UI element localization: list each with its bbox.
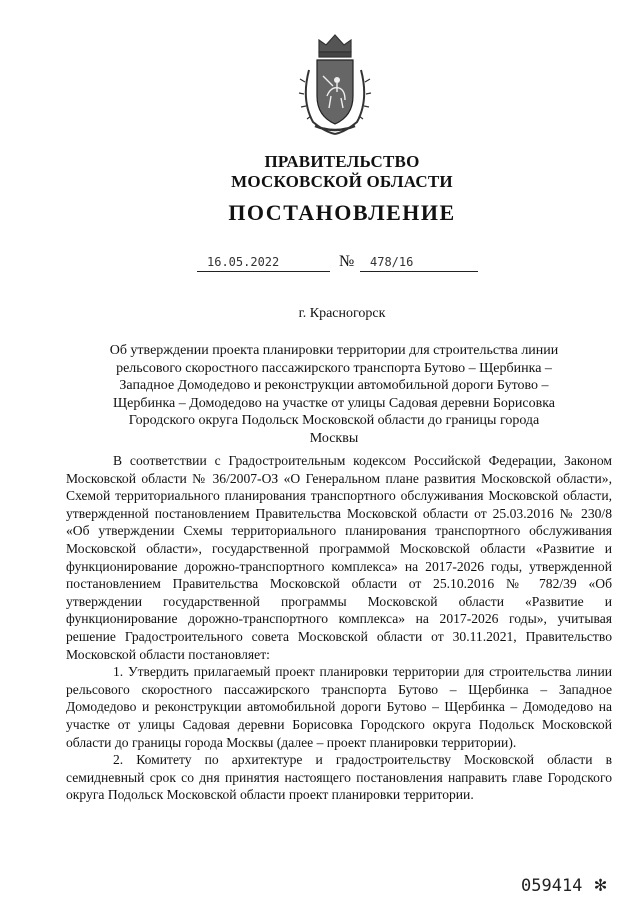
- number-sign: №: [339, 253, 355, 270]
- date-underline: [197, 271, 330, 272]
- number-underline: [360, 271, 478, 272]
- registration-number-value: 059414: [521, 876, 583, 896]
- org-name-line2: МОСКОВСКОЙ ОБЛАСТИ: [231, 172, 453, 191]
- asterisk-icon: ✻: [582, 872, 607, 896]
- org-name-line1: ПРАВИТЕЛЬСТВО: [264, 152, 420, 171]
- document-type-title: ПОСТАНОВЛЕНИЕ: [228, 200, 456, 225]
- decree-number: 478/16: [370, 255, 414, 269]
- item-2-paragraph: 2. Комитету по архитектуре и градостроительству Московской области в семидневный срок со дня принятия настоящего постановления направить главе Городского округа Подольск Московской области проект планировки территории.: [66, 752, 612, 803]
- decree-subject: Об утверждении проекта планировки территории для строительства линии рельсового скоростного пассажирского транспорта Бутово – Щербинка – Западное Домодедово и реконструкции автомобильной дороги Бутово – Щербинка – Домодедово на участке от улицы Садовая деревни Борисовка Городского округа Подольск Московской области до границы города Москвы: [109, 343, 559, 446]
- item-1-paragraph: 1. Утвердить прилагаемый проект планировки территории для строительства линии рельсового скоростного пассажирского транспорта Бутово – Щербинка – Западное Домодедово и реконструкции автомобильной дороги Бутово – Щербинка – Домодедово на участке от улицы Садовая деревни Борисовка Городского округа Подольск Московской области до границы города Москвы (далее – проект планировки территории).: [66, 664, 612, 750]
- decree-date: 16.05.2022: [207, 255, 280, 269]
- coat-of-arms-icon: [295, 30, 375, 138]
- preamble-paragraph: В соответствии с Градостроительным кодексом Российской Федерации, Законом Московской области № 36/2007-ОЗ «О Генеральном плане развития Московской области», Схемой территориального планирования транспортного обслуживания Московской области, утвержденной постановлением Правительства Московской области от 25.03.2016 № 230/8 «Об утверждении Схемы территориального планирования транспортного обслуживания Московской области», государственной программой Московской области «Развитие и функционирование дорожно-транспортного комплекса» на 2017-2026 годы, утвержденной постановлением Правительства Московской области от 25.10.2016 № 782/39 «Об утверждении государственной программы Московской области «Развитие и функционирование дорожно-транспортного комплекса» на 2017-2026 годы», учитывая решение Градостроительного совета Московской области от 30.11.2021, Правительство Московской области постановляет:: [66, 453, 612, 662]
- decree-body: [66, 452, 612, 804]
- registration-number: [521, 872, 607, 896]
- city: г. Красногорск: [298, 306, 386, 321]
